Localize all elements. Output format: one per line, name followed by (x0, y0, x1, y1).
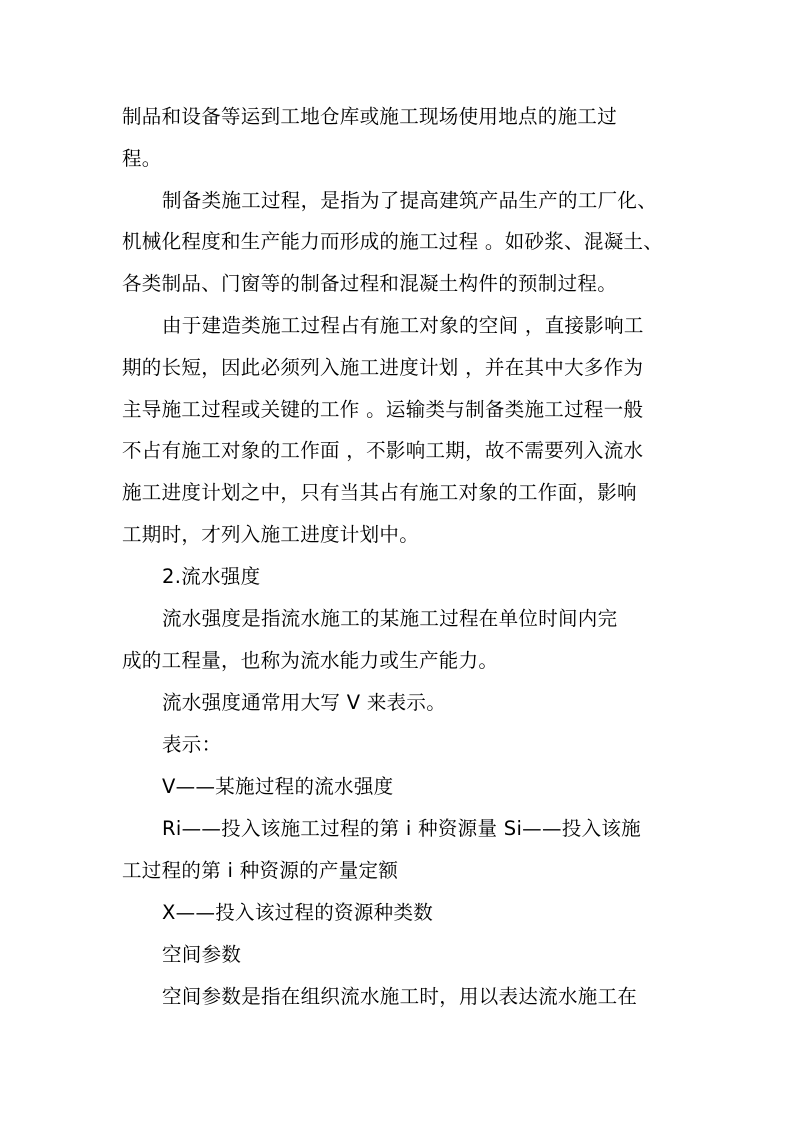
text-line-2: 程。 (122, 147, 162, 170)
text-line-19: 工过程的第 i 种资源的产量定额 (122, 859, 399, 882)
text-line-8: 主导施工过程或关键的工作 。运输类与制备类施工过程一般 (122, 398, 644, 421)
text-line-11: 工期时，才列入施工进度计划中。 (122, 523, 420, 546)
section-heading-flow-intensity: 2.流水强度 (162, 565, 261, 588)
text-line-13: 流水强度是指流水施工的某施工过程在单位时间内完 (162, 607, 618, 630)
definition-ri-si: Ri——投入该施工过程的第 i 种资源量 Si——投入该施 (162, 817, 641, 840)
text-line-16: 表示： (162, 733, 222, 756)
text-line-4: 机械化程度和生产能力而形成的施工过程 。如砂浆、混凝土、 (122, 230, 664, 253)
definition-x: X——投入该过程的资源种类数 (162, 901, 434, 924)
text-line-1: 制品和设备等运到工地仓库或施工现场使用地点的施工过 (122, 105, 618, 128)
section-heading-space-parameters: 空间参数 (162, 943, 242, 966)
text-line-22: 空间参数是指在组织流水施工时，用以表达流水施工在 (162, 985, 638, 1008)
text-line-15: 流水强度通常用大写 V 来表示。 (162, 691, 447, 714)
text-line-9: 不占有施工对象的工作面 ，不影响工期，故不需要列入流水 (122, 439, 644, 462)
text-line-5: 各类制品、门窗等的制备过程和混凝土构件的预制过程。 (122, 272, 618, 295)
text-line-6: 由于建造类施工过程占有施工对象的空间 ，直接影响工 (162, 314, 644, 337)
definition-v: V——某施过程的流水强度 (162, 775, 394, 798)
text-line-10: 施工进度计划之中，只有当其占有施工对象的工作面，影响 (122, 481, 637, 504)
text-line-14: 成的工程量，也称为流水能力或生产能力。 (122, 649, 499, 672)
text-line-7: 期的长短，因此必须列入施工进度计划 ，并在其中大多作为 (122, 356, 644, 379)
text-line-3: 制备类施工过程，是指为了提高建筑产品生产的工厂化、 (162, 189, 658, 212)
